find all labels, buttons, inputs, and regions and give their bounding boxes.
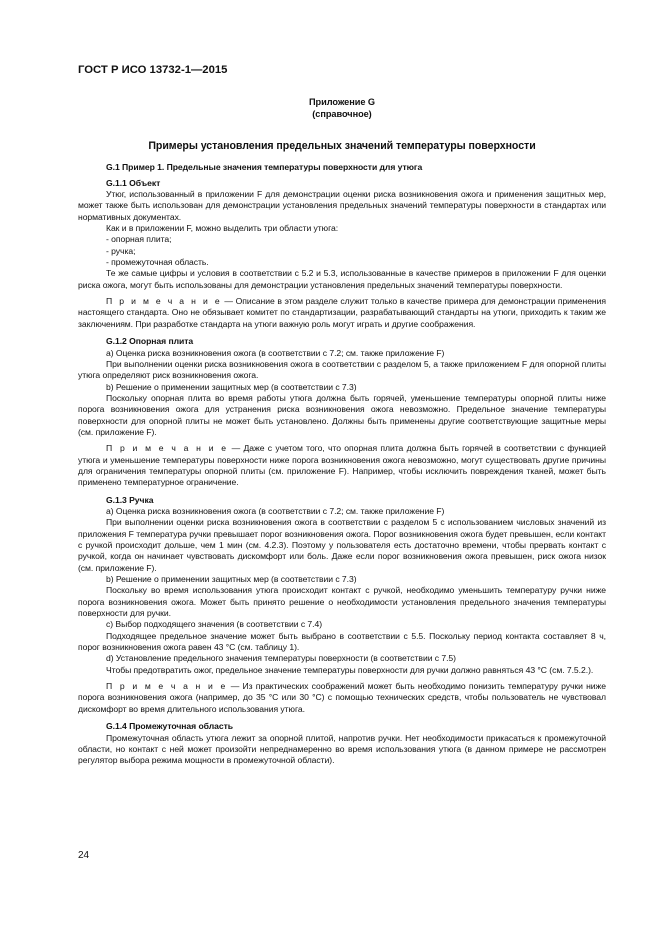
note — [78, 681, 606, 715]
page-number: 24 — [78, 850, 90, 861]
note — [78, 443, 606, 488]
list-item: d) Установление предельного значения температуры поверхности (в соответствии с 7.5) — [106, 653, 456, 664]
paragraph: Поскольку опорная плита во время работы утюга должна быть горячей, уменьшение температуры опорной плиты ниже порога возникновения ожога для устранения риска возникновения ожога невозможно. Предельное значение температуры поверхности для опорной плиты не может быть установлено. Должны быть применены другие соответствующие защитные меры (см. приложение F). — [78, 392, 606, 437]
subsection-heading-soleplate: G.1.2 Опорная плита — [106, 336, 194, 347]
list-item: - промежуточная область. — [106, 257, 209, 268]
note-text: — Описание в этом разделе служит только в качестве примера для демонстрации применения настоящего стандарта. Оно не обязывает комитет по стандартизации, разрабатывающий стандарты на утюги, приходить к таким же заключениям. При разработке стандарта на утюги важную роль могут играть и другие соображения. — [78, 296, 606, 329]
paragraph: При выполнении оценки риска возникновения ожога в соответствии с разделом 5, а также приложением F для опорной плиты утюга определяют риск возникновения ожога. — [78, 358, 606, 381]
section-heading: G.1 Пример 1. Предельные значения температуры поверхности для утюга — [106, 162, 423, 173]
paragraph: Чтобы предотвратить ожог, предельное значение температуры поверхности для ручки должно равняться 43 °С (см. 7.5.2.). — [106, 664, 594, 675]
appendix-type: (справочное) — [312, 108, 372, 119]
note-text: — Из практических соображений может быть необходимо понизить температуру ручки ниже порога возникновения ожога (например, до 35 °С или 30 °С) с помощью технических средств, чтобы пользователь не чувствовал дискомфорт во время длительного использования утюга. — [78, 681, 606, 714]
subsection-heading-object: G.1.1 Объект — [106, 177, 161, 188]
paragraph: Утюг, использованный в приложении F для демонстрации оценки риска возникновения ожога и применения защитных мер, может также быть использован для демонстрации установления предельных значений температуры поверхности в стандартах или нормативных документах. — [78, 189, 606, 222]
paragraph: Промежуточная область утюга лежит за опорной плитой, напротив ручки. Нет необходимости прикасаться к промежуточной области, но контакт с ней может произойти непреднамеренно во время использования утюга (в данном примере не рассмотрен регулятор выбора режима мощности в промежуточной области). — [78, 732, 606, 766]
subsection-heading-handle: G.1.3 Ручка — [106, 494, 154, 505]
note-label: П р и м е ч а н и е — [106, 681, 228, 692]
list-item: а) Оценка риска возникновения ожога (в соответствии с 7.2; см. также приложение F) — [106, 347, 445, 358]
list-item: - ручка; — [106, 245, 136, 256]
paragraph: Поскольку во время использования утюга происходит контакт с ручкой, необходимо уменьшить температуру ручки ниже порога возникновения ожога. Может быть принято решение о необходимости установления предельного значения температуры поверхности для ручки. — [78, 585, 606, 619]
page-title: Примеры установления предельных значений температуры поверхности — [148, 140, 536, 152]
paragraph: Те же самые цифры и условия в соответствии с 5.2 и 5.3, использованные в качестве примеров в приложении F для оценки риска ожога, могут быть использованы для демонстрации установления предельных значений температуры поверхности. — [78, 268, 606, 290]
note — [78, 296, 606, 330]
subsection-heading-intermediate: G.1.4 Промежуточная область — [106, 721, 233, 732]
paragraph: При выполнении оценки риска возникновения ожога в соответствии с разделом 5 с использованием числовых значений из приложения F температура ручки превышает порог возникновения ожога. Порог возникновения ожога будет превышен, если контакт с ручкой происходит дольше, чем 1 мин (см. 4.2.3). Поэтому у пользователя есть достаточно времени, чтобы прервать контакт с ручкой, когда он начинает чувствовать дискомфорт или боль. Даже если порог возникновения ожога превышен, риск ожога низок (см. приложение F). — [78, 517, 606, 573]
page-content — [78, 97, 606, 767]
appendix-label: Приложение G — [309, 97, 375, 107]
note-text: — Даже с учетом того, что опорная плита должна быть горячей в соответствии с функцией утюга и уменьшение температуры поверхности ниже порога возникновения ожога невозможно, могут существовать другие причины для ограничения температуры опорной плиты (см. приложение F). Например, чтобы исключить повреждения тканей, может быть применено температурное ограничение. — [78, 443, 606, 488]
list-item: с) Выбор подходящего значения (в соответствии с 7.4) — [106, 619, 323, 630]
list-item: - опорная плита; — [106, 234, 172, 245]
list-item: b) Решение о применении защитных мер (в соответствии с 7.3) — [106, 381, 357, 392]
note-label: П р и м е ч а н и е — [106, 296, 222, 307]
list-item: b) Решение о применении защитных мер (в соответствии с 7.3) — [106, 574, 357, 585]
paragraph: Подходящее предельное значение может быть выбрано в соответствии с 5.5. Поскольку период контакта составляет 8 ч, порог возникновения ожога равен 43 °С (см. таблицу 1). — [78, 630, 606, 653]
paragraph: Как и в приложении F, можно выделить три области утюга: — [106, 223, 339, 234]
list-item: а) Оценка риска возникновения ожога (в соответствии с 7.2; см. также приложение F) — [106, 505, 445, 516]
standard-header: ГОСТ Р ИСО 13732-1—2015 — [78, 64, 228, 76]
note-label: П р и м е ч а н и е — [106, 443, 229, 454]
